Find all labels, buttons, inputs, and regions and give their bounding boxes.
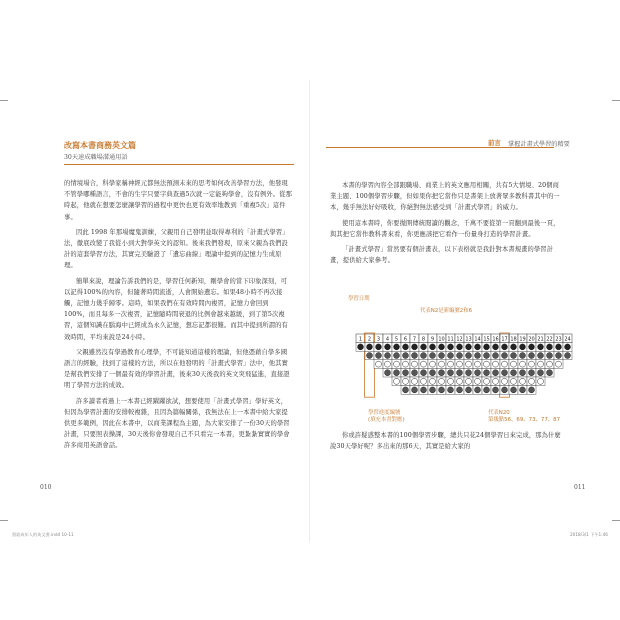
paragraph: 你或許疑惑整本書的100個學習步驟，總共只花24個學習日來完成，那為什麼說30天學好呢？多出來的那6天，其實是給大家的 (330, 432, 561, 451)
plan-step-dot (502, 344, 508, 350)
plan-step-dot (484, 370, 490, 376)
day-header-label: 24 (564, 336, 571, 343)
plan-step-dot (457, 370, 463, 376)
day-header-label: 5 (394, 336, 399, 343)
plan-step-dot (403, 344, 409, 350)
plan-step-dot (439, 361, 445, 367)
plan-step-dot (484, 361, 490, 367)
plan-step-dot (520, 344, 526, 350)
day-header-label: 23 (555, 336, 562, 343)
day-header-label: 14 (474, 336, 481, 343)
plan-step-dot (511, 387, 517, 393)
plan-step-dot (520, 370, 526, 376)
plan-step-dot (457, 387, 463, 393)
plan-step-dot (430, 387, 436, 393)
plan-step-dot (403, 361, 409, 367)
plan-step-dot (547, 370, 553, 376)
paragraph: 使用這本書時，你要拋開傳統閱讀的觀念，千萬不要從第一頁翻到最後一頁，與其把它當作教科書來看，你更應該把它看作一份量身打造的學習計畫。 (330, 219, 560, 238)
plan-step-dot (430, 353, 436, 359)
day-header-label: 3 (376, 336, 381, 343)
plan-step-dot (547, 344, 553, 350)
plan-step-dot (484, 378, 490, 384)
plan-step-dot (403, 387, 409, 393)
plan-step-dot (502, 361, 508, 367)
day-header-label: 10 (438, 336, 445, 343)
annotation-review: 學習進度編號 (填充本書對應) (368, 410, 405, 423)
crop-mark (612, 100, 620, 101)
study-plan-table (352, 332, 578, 404)
plan-step-dot (457, 361, 463, 367)
plan-step-dot (466, 353, 472, 359)
plan-step-dot (520, 387, 526, 393)
plan-step-dot (448, 353, 454, 359)
section-badge: 前言 (488, 139, 501, 147)
day-header-label: 15 (483, 336, 490, 343)
plan-step-dot (556, 344, 562, 350)
plan-step-dot (439, 370, 445, 376)
day-header-label: 18 (510, 336, 517, 343)
section-title: 掌握計畫式學習的精要 (508, 141, 570, 148)
plan-step-dot (466, 361, 472, 367)
plan-step-dot (367, 353, 373, 359)
day-header-label: 1 (358, 336, 363, 343)
day-header-label: 11 (447, 336, 454, 343)
right-body (330, 180, 562, 270)
page-number-left: 010 (40, 484, 52, 491)
plan-step-dot (529, 361, 535, 367)
plan-step-dot (358, 344, 364, 350)
annotation-legend: 代表N20 第幾點56、69、73、77、87 (488, 410, 561, 423)
book-title: 改寫本書商務英文篇 (64, 140, 136, 150)
plan-step-dot (439, 353, 445, 359)
plan-step-dot (475, 370, 481, 376)
footer-left: 寫給成年人的英文書.indd 10-11 (12, 532, 74, 537)
plan-step-dot (493, 353, 499, 359)
plan-step-dot (529, 370, 535, 376)
plan-step-dot (511, 361, 517, 367)
plan-step-dot (376, 353, 382, 359)
plan-step-dot (493, 387, 499, 393)
plan-step-dot (403, 353, 409, 359)
plan-step-dot (457, 378, 463, 384)
plan-step-dot (475, 353, 481, 359)
plan-step-dot (412, 387, 418, 393)
plan-step-dot (385, 353, 391, 359)
plan-step-dot (439, 387, 445, 393)
paragraph: 「計畫式學習」當然要有個計畫表，以下表格就是我針對本書規畫的學習計畫，提供給大家參考。 (330, 246, 554, 265)
plan-step-dot (412, 353, 418, 359)
plan-step-dot (376, 361, 382, 367)
plan-step-dot (448, 361, 454, 367)
plan-step-dot (538, 353, 544, 359)
annotation-new-step: 代表N2是新編號2和6 (420, 308, 473, 314)
plan-step-dot (502, 353, 508, 359)
plan-step-dot (538, 361, 544, 367)
plan-step-dot (412, 370, 418, 376)
plan-step-dot (367, 344, 373, 350)
day-header-label: 16 (492, 336, 499, 343)
plan-step-dot (439, 344, 445, 350)
footer-right: 2018/3/1 下午1:46 (570, 532, 608, 537)
plan-step-dot (529, 353, 535, 359)
plan-step-dot (448, 370, 454, 376)
plan-step-dot (565, 353, 571, 359)
plan-step-dot (493, 378, 499, 384)
plan-step-dot (430, 344, 436, 350)
plan-step-dot (529, 387, 535, 393)
plan-step-dot (412, 344, 418, 350)
plan-step-dot (475, 344, 481, 350)
plan-step-dot (511, 370, 517, 376)
plan-step-dot (502, 378, 508, 384)
study-plan-grid (352, 332, 578, 404)
plan-step-dot (448, 387, 454, 393)
annotation-study-days: 學習日期 (348, 296, 370, 302)
plan-step-dot (439, 378, 445, 384)
plan-step-dot (493, 344, 499, 350)
plan-step-dot (385, 361, 391, 367)
paragraph: 父親雖然沒有學過教育心理學，不可能知道這樣的理論，但他憑藉自學多國語言的經驗，找到了這樣的方法，所以在他發明的「計畫式學習」法中，他其實是幫我們安排了一個最有效的學習計畫，後來30天後我的英文突飛猛進，直接證明了學習方法的成效。 (64, 348, 290, 390)
day-header-label: 21 (537, 336, 544, 343)
day-header-label: 17 (501, 336, 508, 343)
plan-step-dot (466, 344, 472, 350)
plan-step-dot (529, 344, 535, 350)
plan-step-dot (511, 344, 517, 350)
day-header-label: 19 (519, 336, 526, 343)
paragraph: 因此 1998 年那場魔鬼訓練，父親用自己發明並取得專利的「計畫式學習」法，徹底改變了我從小到大對學英文的認知。後來我們發現，原來父親為我們設計的這套學習方法，其實完美驗證了「遺忘曲線」理論中提到的記憶力生成原理。 (64, 228, 289, 270)
plan-step-dot (502, 370, 508, 376)
plan-step-dot (412, 361, 418, 367)
plan-step-dot (457, 353, 463, 359)
page-number-right: 011 (574, 484, 586, 491)
plan-step-dot (520, 378, 526, 384)
day-header-label: 6 (403, 336, 408, 343)
plan-step-dot (484, 387, 490, 393)
day-header-label: 22 (546, 336, 553, 343)
plan-step-dot (385, 344, 391, 350)
plan-step-dot (430, 370, 436, 376)
plan-step-dot (385, 370, 391, 376)
plan-step-dot (538, 344, 544, 350)
plan-step-dot (475, 387, 481, 393)
plan-step-dot (421, 378, 427, 384)
plan-step-dot (421, 361, 427, 367)
gutter (309, 80, 310, 542)
plan-step-dot (538, 370, 544, 376)
plan-step-dot (493, 370, 499, 376)
plan-step-dot (376, 344, 382, 350)
plan-step-dot (556, 353, 562, 359)
plan-step-dot (466, 387, 472, 393)
plan-step-dot (556, 361, 562, 367)
plan-step-dot (421, 344, 427, 350)
header-rule (64, 164, 294, 165)
left-body (64, 178, 292, 456)
plan-step-dot (430, 378, 436, 384)
day-header-label: 9 (430, 336, 435, 343)
plan-step-dot (412, 378, 418, 384)
plan-step-dot (493, 361, 499, 367)
plan-step-dot (403, 370, 409, 376)
plan-step-dot (394, 353, 400, 359)
plan-step-dot (511, 353, 517, 359)
plan-step-dot (394, 370, 400, 376)
plan-step-dot (520, 353, 526, 359)
plan-step-dot (475, 378, 481, 384)
plan-step-dot (448, 344, 454, 350)
day-header-label: 13 (465, 336, 472, 343)
plan-step-dot (538, 378, 544, 384)
day-header-label: 8 (421, 336, 426, 343)
plan-step-dot (529, 378, 535, 384)
crop-mark (0, 100, 8, 101)
plan-step-dot (421, 387, 427, 393)
book-subtitle: 30天速成職場溝通用語 (64, 154, 128, 161)
plan-step-dot (430, 361, 436, 367)
plan-step-dot (466, 370, 472, 376)
paragraph: 許多讀者看過上一本書已經躍躍欲試，想要使用「計畫式學習」學好英文，但因為學習計畫的安排較複雜，且因為篇幅關係，我無法在上一本書中給大家提供更多範例，因此在本書中，以商業課程為主題，為大家安排了一份30天的學習計畫，只要照表操課，30天後你會發現自己不只看完一本書，更紮紮實實的學會許多商用英語會話。 (64, 397, 290, 450)
right-body-bottom (330, 430, 562, 456)
plan-step-dot (394, 378, 400, 384)
plan-step-dot (520, 361, 526, 367)
plan-step-dot (565, 344, 571, 350)
plan-step-dot (484, 353, 490, 359)
day-header-label: 7 (412, 336, 417, 343)
crop-mark (612, 520, 620, 521)
plan-step-dot (484, 344, 490, 350)
paragraph: 本書的學習內容全部跟職場、商業上的英文應用相關，共有5大情境、20個商業主題、100個學習步驟，但如果你把它當作只是書架上放著眾多教科書其中的一本，幾乎無法好好吸收，你絕對無法感受到「計畫式學習」的威力。 (330, 182, 560, 212)
plan-step-dot (511, 378, 517, 384)
plan-step-dot (394, 361, 400, 367)
plan-step-dot (466, 378, 472, 384)
day-header-label: 2 (367, 336, 372, 343)
plan-step-dot (547, 361, 553, 367)
plan-step-dot (448, 378, 454, 384)
crop-mark (0, 520, 8, 521)
plan-step-dot (403, 378, 409, 384)
plan-step-dot (394, 344, 400, 350)
plan-step-dot (457, 344, 463, 350)
day-header-label: 20 (528, 336, 535, 343)
plan-step-dot (421, 353, 427, 359)
day-header-label: 12 (456, 336, 463, 343)
plan-step-dot (547, 353, 553, 359)
plan-step-dot (475, 361, 481, 367)
day-header-label: 4 (385, 336, 390, 343)
plan-step-dot (421, 370, 427, 376)
paragraph: 簡單來說，理論告訴我們的是，學習任何新知，剛學會的當下印象深刻，可以記得100%的內容，但隨著時間流逝，人會開始遺忘。如果48小時不再次接觸，記憶力幾乎歸零。這時，如果我們在有效時間內複習，記憶力會回到100%，而且每多一次複習，記憶隨時間衰退的比例會越來越緩，到了第5次複習，這個知識在腦海中已經成為永久記憶，想忘記都很難。而其中提到所謂的有效時間，平均來說是24小時。 (64, 277, 288, 341)
paragraph: 的情境場合，科學家稱神經元都無法預測未來的思考如何改善學習方法，他發現不管學哪種語言，不會的生字只要字典查過5次就一定能夠學會，沒有例外。從那時起，他就在想要怎麼讓學習的過程中更快也更有效率地教到「重複5次」這件事。 (64, 180, 292, 221)
plan-step-dot (502, 387, 508, 393)
